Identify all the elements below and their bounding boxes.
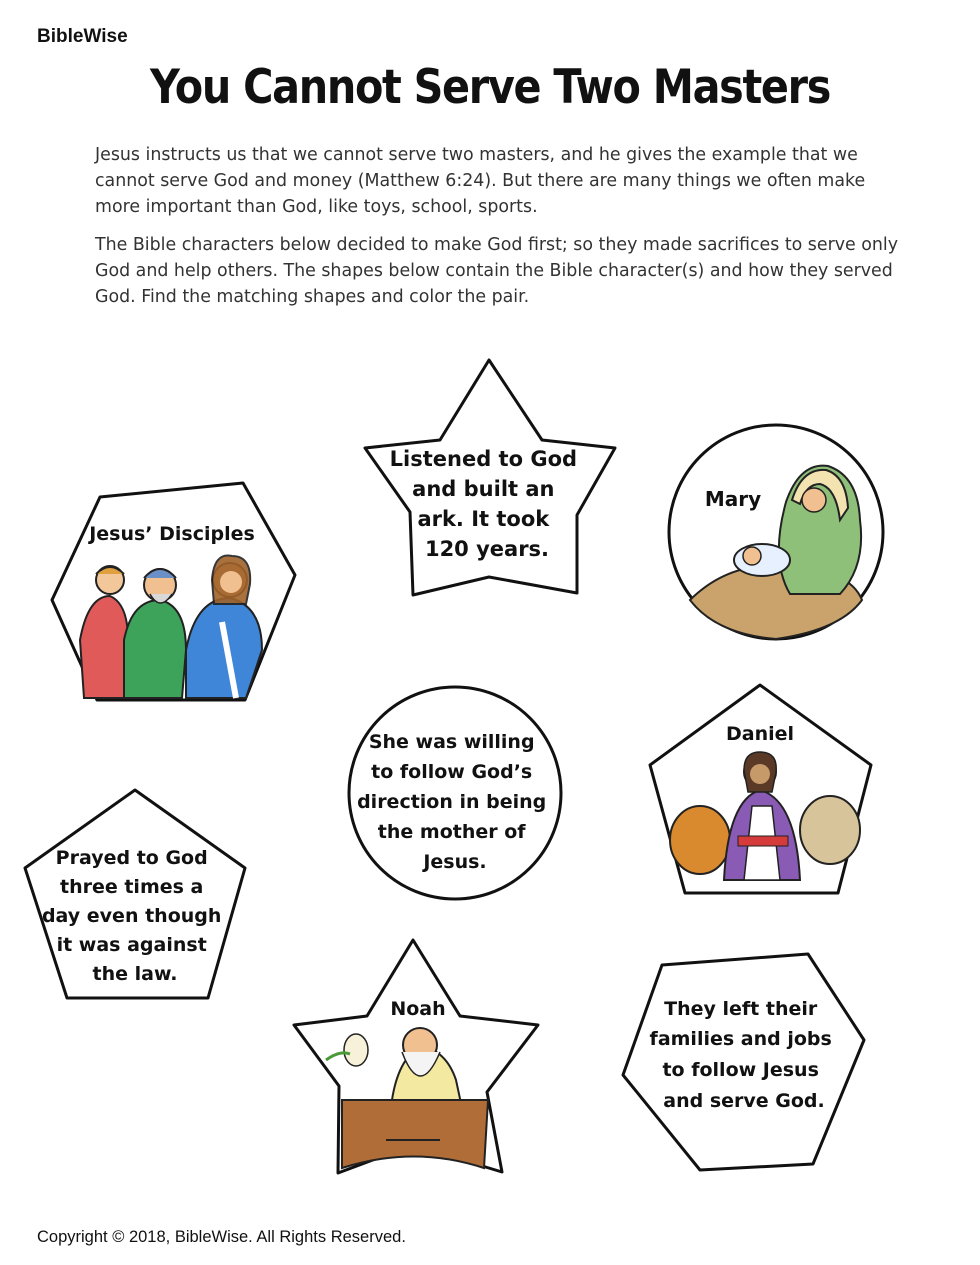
intro-paragraph-1: Jesus instructs us that we cannot serve two masters, and he gives the example that we cannot serve God and money (Matthew 6:24). But there are many things we often make more important than God, like toys, school, sports. [95,145,866,217]
pentagon-text-line: the law. [92,963,178,985]
hexagon-shape-families-text [623,954,864,1170]
hexagon-text-line: and serve God. [663,1090,825,1112]
star-text-line: 120 years. [424,537,550,561]
page-title: You Cannot Serve Two Masters [149,60,831,115]
circle-shape-willing-text [349,687,561,899]
mary-label: Mary [704,487,762,511]
pentagon-text-line: three times a [59,876,204,898]
circle-shape-mary-picture [669,425,883,639]
star-text-line: and built an [412,477,555,501]
intro-paragraph-2: The Bible characters below decided to make God first; so they made sacrifices to serve only God and help others. The shapes below contain the Bible character(s) and how they served God. Find the matching shapes and color the pair. [95,235,899,307]
copyright-footer: Copyright © 2018, BibleWise. All Rights Reserved. [37,1228,406,1246]
noah-label: Noah [390,998,446,1020]
circle-text-line: the mother of [377,821,526,843]
pentagon-shape-prayed-text [25,790,245,998]
pentagon-text-line: day even though [41,905,222,927]
disciples-illustration [80,556,262,699]
star-text-line: ark. It took [417,507,550,531]
star-shape-ark-text [365,360,615,595]
star-text-line: Listened to God [389,447,578,471]
pentagon-text-line: it was against [56,934,207,956]
disciples-label: Jesus’ Disciples [89,523,255,545]
circle-text-line: to follow God’s [371,761,533,783]
pentagon-shape-daniel-picture [650,685,871,893]
hexagon-text-line: They left their [664,998,818,1020]
hexagon-shape-disciples-picture [52,483,295,700]
daniel-label: Daniel [725,723,795,745]
pentagon-text-line: Prayed to God [55,847,208,869]
circle-text-line: Jesus. [423,851,487,873]
hexagon-text-line: to follow Jesus [662,1059,819,1081]
brand-logo-text: BibleWise [37,26,128,47]
hexagon-text-line: families and jobs [649,1028,832,1050]
star-shape-noah-picture [294,940,538,1173]
circle-text-line: direction in being [357,791,547,813]
circle-text-line: She was willing [368,731,535,753]
